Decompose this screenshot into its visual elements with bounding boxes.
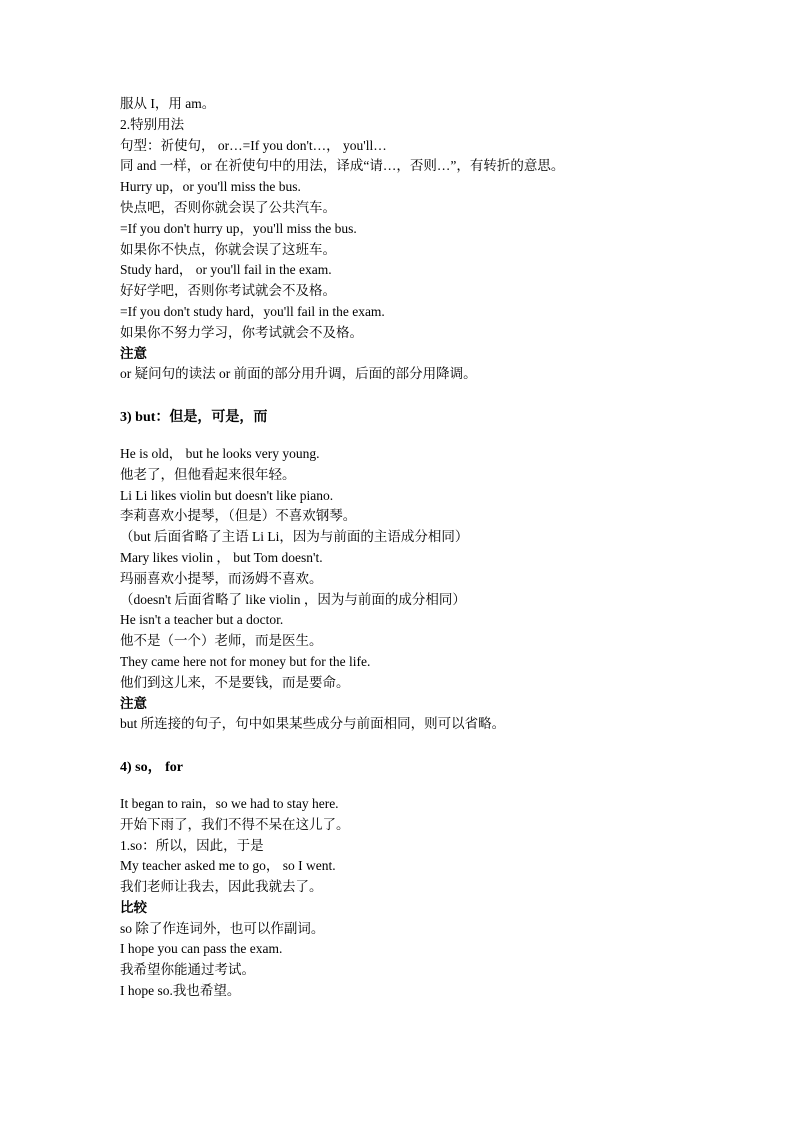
note-label: 注意 [120, 695, 147, 711]
text-line: 李莉喜欢小提琴，（但是）不喜欢钢琴。 [120, 508, 357, 524]
text-line: Hurry up，or you'll miss the bus. [120, 179, 301, 195]
text-line: 玛丽喜欢小提琴，而汤姆不喜欢。 [120, 570, 323, 586]
text-line: I hope you can pass the exam. [120, 941, 283, 957]
section-so-for [120, 758, 760, 1002]
text-line: （doesn't 后面省略了 like violin ，因为与前面的成分相同） [120, 591, 466, 607]
text-line: 他们到这儿来，不是要钱，而是要命。 [120, 674, 350, 690]
section-but [120, 408, 760, 735]
text-line: so 除了作连词外，也可以作副词。 [120, 920, 325, 936]
text-line: My teacher asked me to go， so I went. [120, 858, 336, 874]
text-line: 他老了，但他看起来很年轻。 [120, 466, 296, 482]
text-line: 1.so：所以，因此，于是 [120, 837, 264, 853]
section-heading: 3) but：但是，可是，而 [120, 410, 268, 426]
text-line: 同 and 一样，or 在祈使句中的用法，译成“请…，否则…”，有转折的意思。 [120, 158, 565, 174]
note-label: 注意 [120, 345, 147, 361]
text-line: He isn't a teacher but a doctor. [120, 612, 284, 628]
text-line: 我们老师让我去，因此我就去了。 [120, 879, 323, 895]
text-line: 如果你不快点，你就会误了这班车。 [120, 241, 336, 257]
text-line: Study hard， or you'll fail in the exam. [120, 262, 332, 278]
text-line: =If you don't study hard，you'll fail in the exam. [120, 303, 385, 319]
text-line: 服从 I，用 am。 [120, 96, 216, 111]
text-line: 好好学吧，否则你考试就会不及格。 [120, 283, 336, 299]
document-page [120, 94, 760, 1002]
text-line: 我希望你能通过考试。 [120, 962, 255, 978]
note-text: or 疑问句的读法 or 前面的部分用升调，后面的部分用降调。 [120, 366, 477, 382]
text-line: They came here not for money but for the life. [120, 653, 371, 669]
text-line: He is old， but he looks very young. [120, 445, 320, 461]
section-heading: 4) so， for [120, 760, 183, 776]
text-line: 开始下雨了，我们不得不呆在这儿了。 [120, 816, 350, 832]
text-line: Mary likes violin ， but Tom doesn't. [120, 549, 323, 565]
text-line: 句型：祈使句， or…=If you don't…， you'll… [120, 137, 387, 153]
text-line: （but 后面省略了主语 Li Li，因为与前面的主语成分相同） [120, 529, 469, 545]
text-line: It began to rain，so we had to stay here. [120, 795, 339, 811]
section-or-usage [120, 94, 760, 385]
text-line: 2.特别用法 [120, 116, 185, 132]
text-line: =If you don't hurry up，you'll miss the bus. [120, 220, 357, 236]
text-line: 如果你不努力学习，你考试就会不及格。 [120, 324, 363, 340]
compare-label: 比较 [120, 899, 147, 915]
text-line: I hope so.我也希望。 [120, 983, 241, 999]
text-line: Li Li likes violin but doesn't like piano. [120, 487, 334, 503]
text-line: 快点吧，否则你就会误了公共汽车。 [120, 199, 336, 215]
note-text: but 所连接的句子，句中如果某些成分与前面相同，则可以省略。 [120, 716, 506, 732]
text-line: 他不是（一个）老师，而是医生。 [120, 633, 323, 649]
